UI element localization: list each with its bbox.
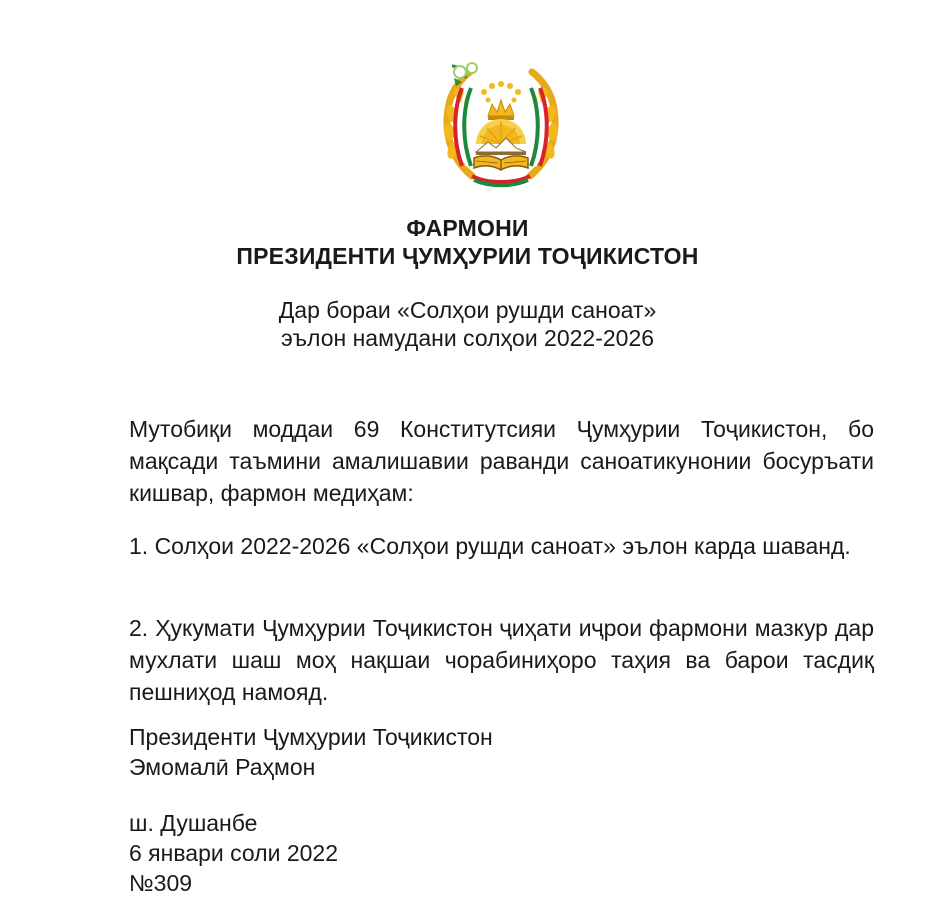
ribbon-right-icon bbox=[531, 88, 547, 166]
crown-icon bbox=[488, 100, 514, 120]
signatory-position: Президенти Ҷумҳурии Тоҷикистон bbox=[129, 724, 493, 750]
intro-paragraph: Мутобиқи моддаи 69 Конститутсияи Ҷумҳурии Тоҷикистон, бо мақсади таъмини амалишавии раванди саноатикунонии босуръати кишвар, фармон медиҳам: bbox=[129, 416, 874, 506]
decree-item-1: 1. Солҳои 2022-2026 «Солҳои рушди саноат» эълон карда шаванд. bbox=[129, 533, 851, 559]
date: 6 январи соли 2022 bbox=[129, 840, 338, 866]
title-line-1: ФАРМОНИ bbox=[406, 215, 529, 241]
subtitle-line-1: Дар бораи «Солҳои рушди саноат» bbox=[278, 297, 657, 323]
signatory-name: Эмомалӣ Раҳмон bbox=[129, 754, 316, 780]
sun-icon bbox=[476, 119, 526, 144]
cotton-left-icon bbox=[452, 63, 477, 86]
book-icon bbox=[474, 156, 528, 170]
decree-title bbox=[0, 214, 935, 270]
coat-of-arms-emblem bbox=[432, 58, 570, 196]
decree-item-2: 2. Ҳукумати Ҷумҳурии Тоҷикистон ҷиҳати иҷрои фармони мазкур дар мухлати шаш моҳ нақшаи чорабиниҳоро таҳия ва барои тасдиқ пешниҳод намояд. bbox=[129, 615, 874, 705]
place-date-block bbox=[129, 808, 338, 898]
subtitle-line-2: эълон намудани солҳои 2022-2026 bbox=[280, 325, 655, 351]
bottom-ribbon-icon bbox=[472, 176, 530, 185]
ribbon-left-icon bbox=[455, 88, 471, 166]
signature-block bbox=[129, 722, 493, 782]
decree-number: №309 bbox=[129, 870, 193, 896]
place: ш. Душанбе bbox=[129, 810, 258, 836]
coat-of-arms-icon bbox=[432, 58, 570, 196]
title-line-2: ПРЕЗИДЕНТИ ҶУМҲУРИИ ТОҶИКИСТОН bbox=[236, 243, 699, 269]
decree-subtitle bbox=[0, 296, 935, 352]
